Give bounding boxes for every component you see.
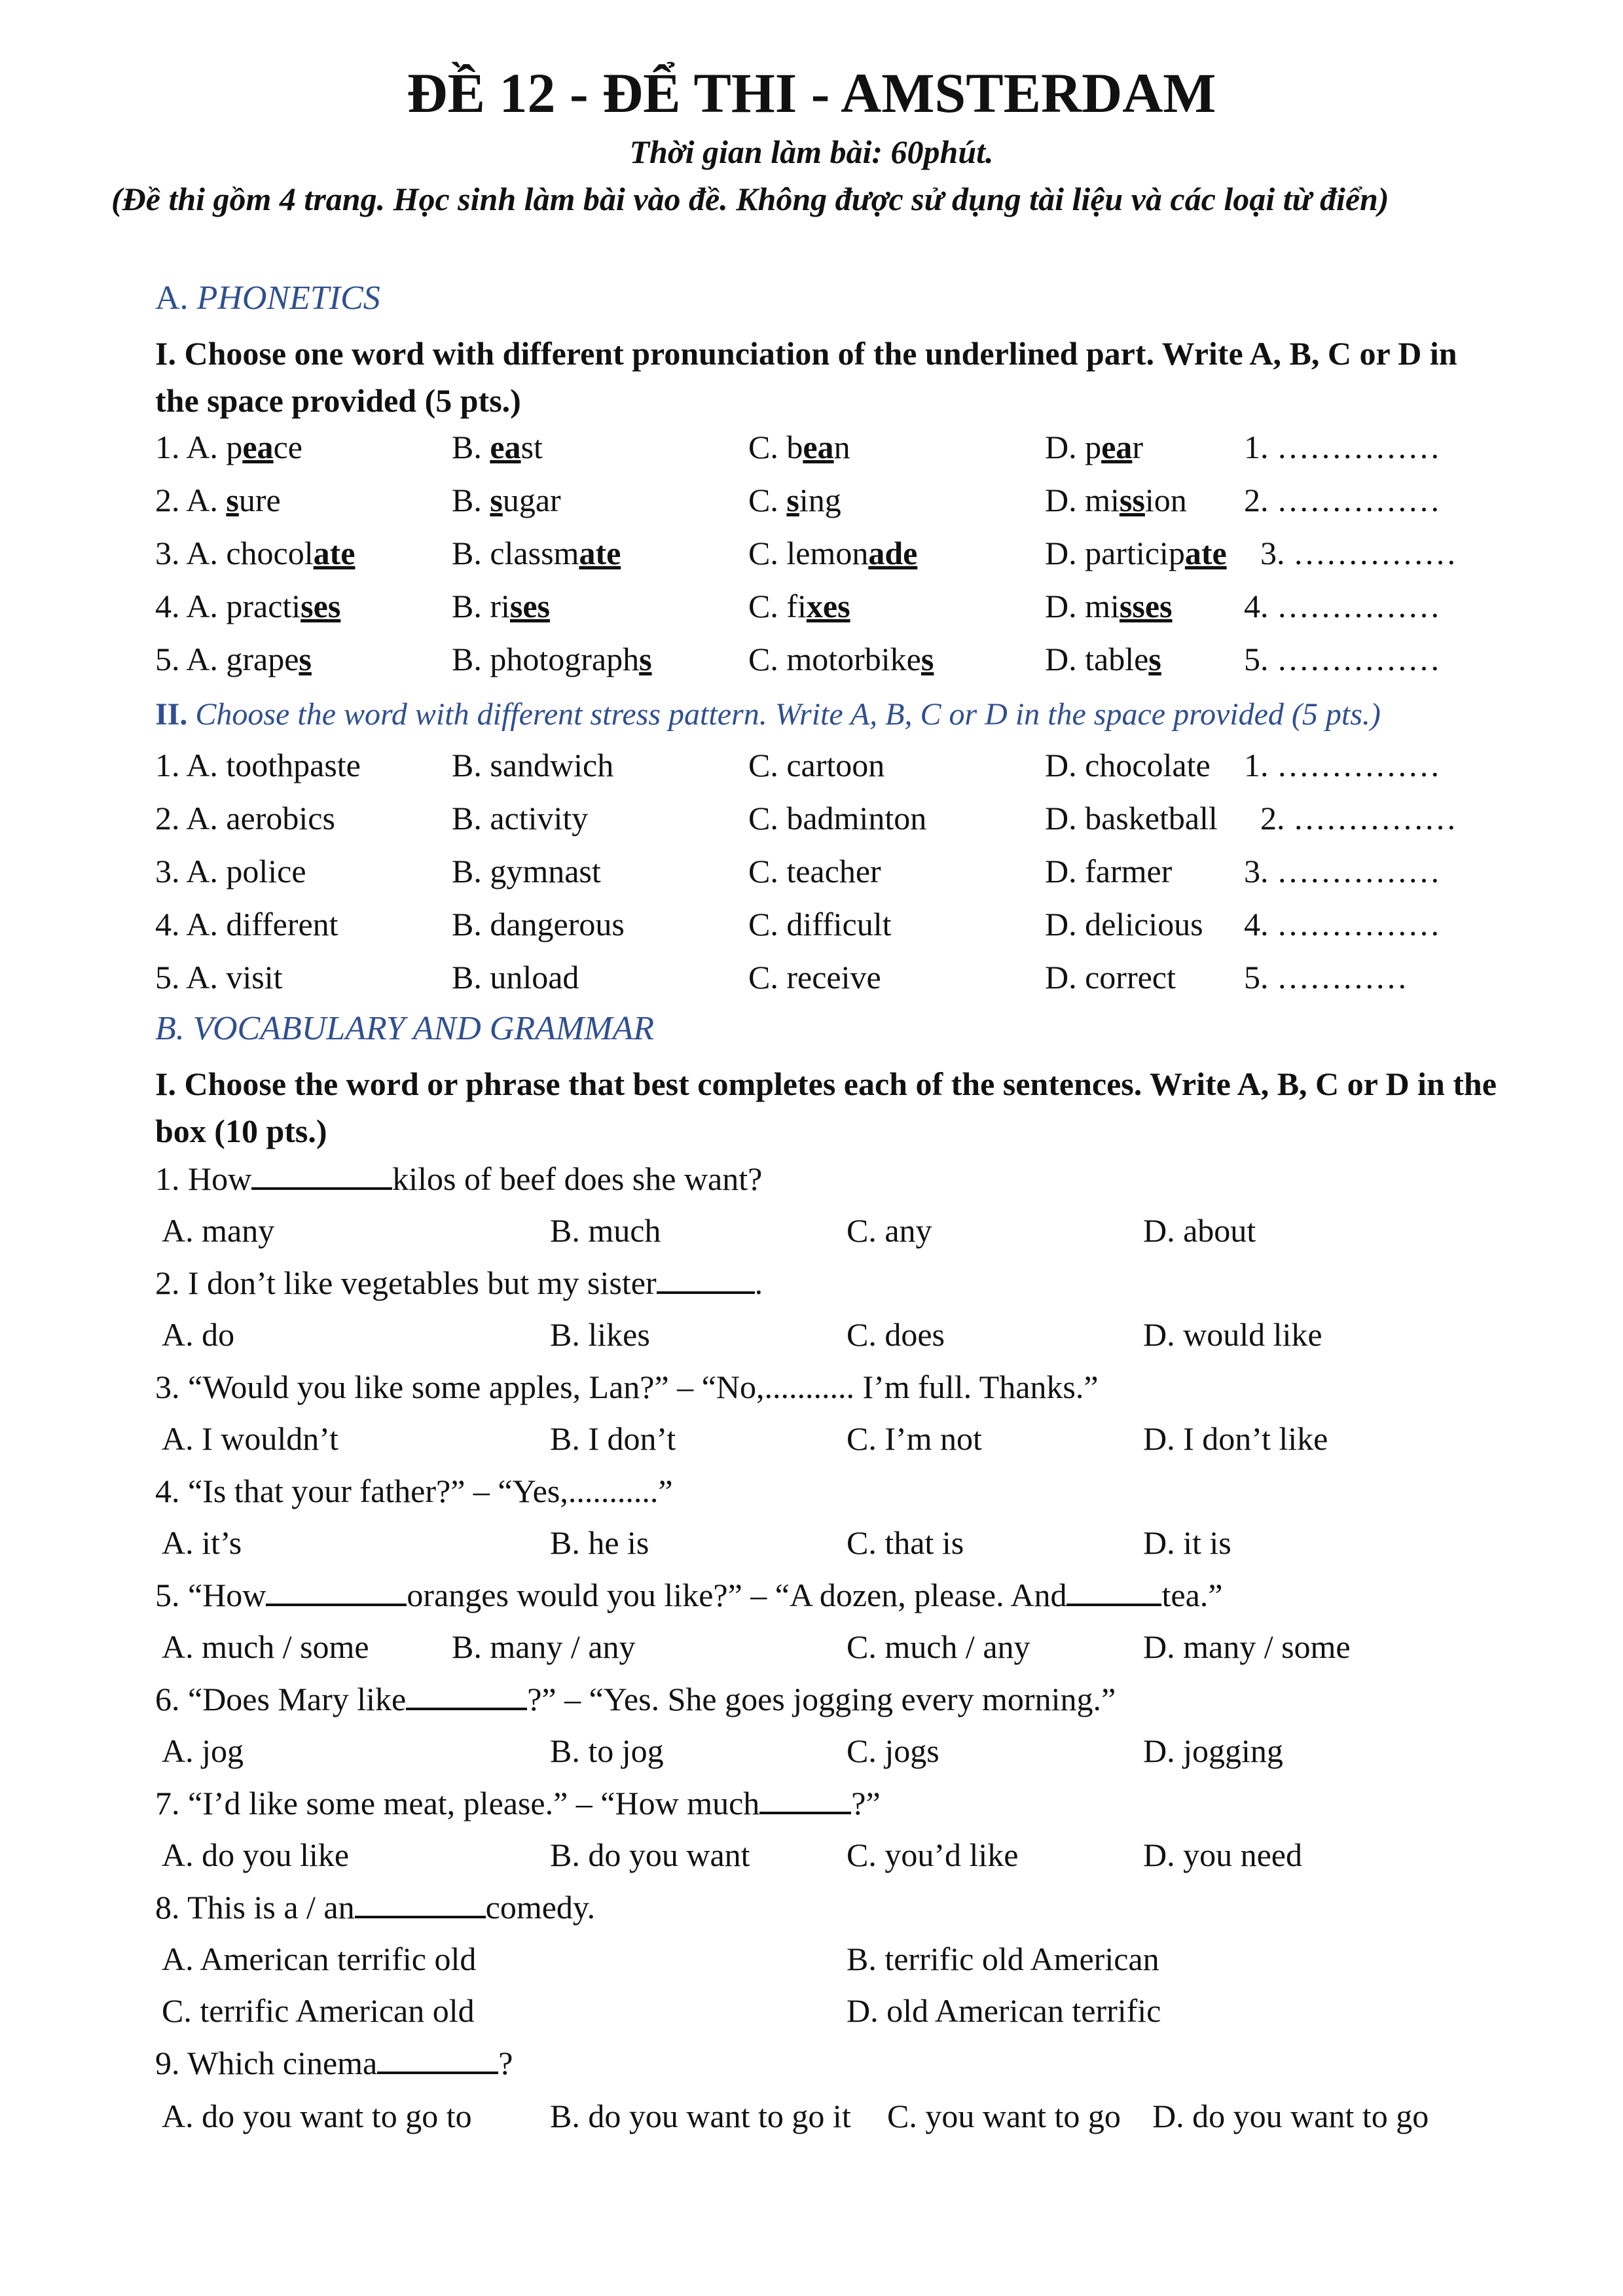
- option-c: C. receive: [748, 959, 881, 996]
- option-c: C. lemonade: [748, 535, 918, 571]
- q7-option-b[interactable]: B. do you want: [550, 1837, 750, 1873]
- q3-option-d[interactable]: D. I don’t like: [1143, 1420, 1328, 1457]
- answer-blank[interactable]: 2. ……………: [1244, 482, 1440, 518]
- answer-blank[interactable]: 4. ……………: [1244, 588, 1440, 624]
- q4-option-d[interactable]: D. it is: [1143, 1524, 1231, 1561]
- phonetics-row-2: [0, 477, 1623, 523]
- answer-blank[interactable]: 4. ……………: [1244, 906, 1440, 942]
- q4-option-c[interactable]: C. that is: [847, 1524, 964, 1561]
- answer-blank[interactable]: 3. ……………: [1244, 853, 1440, 889]
- option-b: B. east: [452, 429, 543, 465]
- answer-blank[interactable]: [759, 1780, 851, 1814]
- stress-row-1: [0, 742, 1623, 788]
- question-1: 1. How kilos of beef does she want?: [155, 1156, 762, 1202]
- option-d: D. correct: [1045, 959, 1176, 996]
- q2-option-d[interactable]: D. would like: [1143, 1316, 1322, 1353]
- phonetics-row-5: [0, 636, 1623, 682]
- q8-option-a[interactable]: A. American terrific old: [162, 1941, 477, 1977]
- option-b: B. photographs: [452, 641, 652, 677]
- q6-option-b[interactable]: B. to jog: [550, 1732, 664, 1769]
- option-c: C. cartoon: [748, 747, 885, 783]
- option-d: D. participate: [1045, 535, 1227, 571]
- q5-option-b[interactable]: B. many / any: [452, 1628, 636, 1665]
- part2-roman: II.: [155, 697, 188, 732]
- option-c: C. teacher: [748, 853, 881, 889]
- option-d: D. misses: [1045, 588, 1173, 624]
- option-b: B. dangerous: [452, 906, 625, 942]
- option-b: B. sugar: [452, 482, 561, 518]
- option-d: D. delicious: [1045, 906, 1203, 942]
- section-a-letter: A.: [155, 279, 189, 317]
- section-b-heading: B. VOCABULARY AND GRAMMAR: [155, 1010, 655, 1047]
- answer-blank[interactable]: [266, 1572, 407, 1606]
- option-b: B. unload: [452, 959, 579, 996]
- exam-note: (Đề thi gồm 4 trang. Học sinh làm bài vào đề. Không được sử dụng tài liệu và các loại từ điển): [111, 181, 1389, 217]
- question-3: 3. “Would you like some apples, Lan?” – “No,........... I’m full. Thanks.”: [155, 1369, 1099, 1405]
- q6-option-d[interactable]: D. jogging: [1143, 1732, 1283, 1769]
- answer-blank[interactable]: 1. ……………: [1244, 429, 1440, 465]
- part2-text: Choose the word with different stress pattern. Write A, B, C or D in the space provided (5 pts.): [187, 697, 1381, 732]
- answer-blank[interactable]: [406, 1676, 527, 1710]
- option-a: 4. A. different: [155, 906, 338, 942]
- q5-option-c[interactable]: C. much / any: [847, 1628, 1030, 1665]
- q6-option-c[interactable]: C. jogs: [847, 1732, 939, 1769]
- stress-row-3: [0, 848, 1623, 894]
- q3-option-b[interactable]: B. I don’t: [550, 1420, 676, 1457]
- q8-option-d[interactable]: D. old American terrific: [847, 1992, 1161, 2029]
- option-c: C. sing: [748, 482, 841, 518]
- answer-blank[interactable]: 5. ……………: [1244, 641, 1440, 677]
- answer-blank[interactable]: 5. …………: [1244, 959, 1408, 996]
- option-c: C. bean: [748, 429, 850, 465]
- option-c: C. fixes: [748, 588, 850, 624]
- q5-option-d[interactable]: D. many / some: [1143, 1628, 1351, 1665]
- stress-row-2: [0, 795, 1623, 841]
- option-a: 5. A. grapes: [155, 641, 312, 677]
- exam-title: ĐỀ 12 - ĐỂ THI - AMSTERDAM: [407, 62, 1216, 124]
- option-a: 2. A. aerobics: [155, 800, 335, 836]
- q3-option-a[interactable]: A. I wouldn’t: [162, 1420, 338, 1457]
- question-5: 5. “How oranges would you like?” – “A dozen, please. And tea.”: [155, 1572, 1222, 1618]
- q4-option-b[interactable]: B. he is: [550, 1524, 649, 1561]
- q8-option-c[interactable]: C. terrific American old: [162, 1992, 475, 2029]
- q9-option-a[interactable]: A. do you want to go to: [162, 2098, 472, 2134]
- q5-option-a[interactable]: A. much / some: [162, 1628, 369, 1665]
- q1-option-a[interactable]: A. many: [162, 1212, 275, 1249]
- q1-option-d[interactable]: D. about: [1143, 1212, 1256, 1249]
- option-a: 1. A. peace: [155, 429, 302, 465]
- q9-option-c[interactable]: C. you want to go: [887, 2098, 1121, 2134]
- answer-blank[interactable]: [657, 1260, 755, 1294]
- option-d: D. mission: [1045, 482, 1187, 518]
- option-a: 4. A. practises: [155, 588, 341, 624]
- question-8: 8. This is a / an comedy.: [155, 1884, 595, 1930]
- answer-blank[interactable]: 3. ……………: [1260, 535, 1457, 571]
- option-b: B. activity: [452, 800, 589, 836]
- option-d: D. tables: [1045, 641, 1161, 677]
- question-9: 9. Which cinema ?: [155, 2040, 513, 2086]
- q1-option-c[interactable]: C. any: [847, 1212, 932, 1249]
- q6-option-a[interactable]: A. jog: [162, 1732, 244, 1769]
- option-d: D. pear: [1045, 429, 1143, 465]
- question-7: 7. “I’d like some meat, please.” – “How much ?”: [155, 1780, 881, 1826]
- option-a: 3. A. chocolate: [155, 535, 356, 571]
- question-2: 2. I don’t like vegetables but my sister .: [155, 1260, 763, 1306]
- answer-blank[interactable]: 2. ……………: [1260, 800, 1457, 836]
- option-a: 2. A. sure: [155, 482, 281, 518]
- answer-blank[interactable]: [251, 1156, 392, 1190]
- question-6: 6. “Does Mary like ?” – “Yes. She goes jogging every morning.”: [155, 1676, 1116, 1722]
- option-b: B. gymnast: [452, 853, 601, 889]
- option-d: D. chocolate: [1045, 747, 1211, 783]
- option-c: C. motorbikes: [748, 641, 934, 677]
- q2-option-b[interactable]: B. likes: [550, 1316, 650, 1353]
- section-b-instruction: I. Choose the word or phrase that best completes each of the sentences. Write A, B, C or D in the box (10 pts.): [155, 1066, 1497, 1149]
- stress-row-4: [0, 901, 1623, 947]
- q7-option-c[interactable]: C. you’d like: [847, 1837, 1019, 1873]
- option-b: B. sandwich: [452, 747, 614, 783]
- question-4: 4. “Is that your father?” – “Yes,...........”: [155, 1473, 673, 1509]
- q9-option-b[interactable]: B. do you want to go it: [550, 2098, 851, 2134]
- q1-option-b[interactable]: B. much: [550, 1212, 661, 1249]
- q8-option-b[interactable]: B. terrific old American: [847, 1941, 1159, 1977]
- stress-row-5: [0, 954, 1623, 1000]
- phonetics-row-1: [0, 424, 1623, 470]
- q2-option-a[interactable]: A. do: [162, 1316, 235, 1353]
- exam-time: Thời gian làm bài: 60phút.: [629, 134, 994, 170]
- q9-option-d[interactable]: D. do you want to go: [1152, 2098, 1429, 2134]
- q2-option-c[interactable]: C. does: [847, 1316, 945, 1353]
- answer-blank[interactable]: [355, 1884, 486, 1918]
- section-a-part2-instruction: [155, 694, 1563, 736]
- answer-blank[interactable]: 1. ……………: [1244, 747, 1440, 783]
- option-b: B. rises: [452, 588, 551, 624]
- option-d: D. basketball: [1045, 800, 1218, 836]
- option-a: 1. A. toothpaste: [155, 747, 361, 783]
- option-c: C. badminton: [748, 800, 927, 836]
- answer-blank[interactable]: [377, 2040, 498, 2074]
- section-a-name: PHONETICS: [188, 279, 380, 317]
- phonetics-row-4: [0, 583, 1623, 629]
- section-a-heading: [155, 278, 380, 319]
- phonetics-row-3: [0, 530, 1623, 576]
- q7-option-d[interactable]: D. you need: [1143, 1837, 1302, 1873]
- option-a: 3. A. police: [155, 853, 306, 889]
- q3-option-c[interactable]: C. I’m not: [847, 1420, 982, 1457]
- section-a-part1-instruction: I. Choose one word with different pronunciation of the underlined part. Write A, B, C or D in the space provided (5 pts.): [155, 335, 1457, 419]
- option-d: D. farmer: [1045, 853, 1173, 889]
- q7-option-a[interactable]: A. do you like: [162, 1837, 350, 1873]
- option-a: 5. A. visit: [155, 959, 283, 996]
- option-b: B. classmate: [452, 535, 621, 571]
- q4-option-a[interactable]: A. it’s: [162, 1524, 242, 1561]
- option-c: C. difficult: [748, 906, 892, 942]
- answer-blank-2[interactable]: [1067, 1572, 1161, 1606]
